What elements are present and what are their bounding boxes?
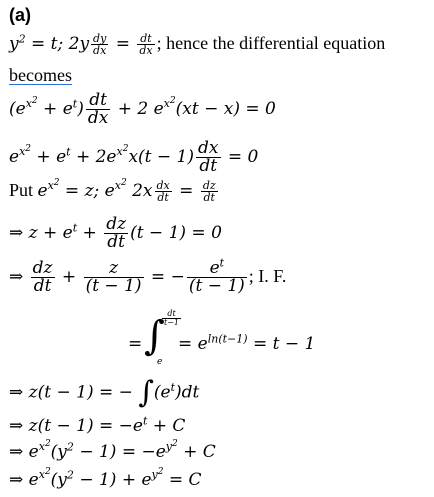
eq-text: + 2e [70,147,117,167]
eq-text: 2x [126,181,153,201]
equation-line-3 [9,92,276,127]
exponent: x [163,97,170,111]
eq-text: (e [9,99,26,119]
equation-line-7 [9,256,287,296]
eq-text: = [173,181,199,201]
exponent: 2 [31,96,38,107]
fraction-dt-dx [137,33,154,56]
eq-text: x(t − 1) [128,147,195,167]
eq-text: (t − 1) = 0 [130,223,222,243]
exponent: ln(t−1) [207,332,248,346]
exponent: 2 [120,178,127,189]
part-label: (a) [9,5,31,25]
eq-text: (y [50,442,67,462]
line-1-tail: ; hence the differential equation [156,33,386,53]
fraction-denominator: (t − 1) [85,276,142,296]
eq-text: + C [147,416,186,436]
exponent: 2 [25,144,32,155]
fraction-denominator: dt [107,232,125,252]
exponent: x [114,179,121,193]
exponent: x [47,179,54,193]
fraction-dz-dt [31,260,55,295]
exponent: t [72,221,78,235]
exponent: y [165,440,172,454]
fraction-dz-dt [104,216,128,251]
implies-arrow: ⇒ [9,223,24,243]
equation-line-11 [9,439,216,462]
fraction-denominator: dt [157,191,169,204]
exponent: 2 [122,144,129,155]
implies-arrow: ⇒ [9,382,24,403]
fraction-numerator: dt [162,310,181,319]
exponent: t [170,380,176,394]
equation-line-12 [9,467,202,490]
integral-sign: ∫ [144,313,165,359]
equation-line-4 [9,140,258,175]
fraction-denominator: dt [203,191,215,204]
equation-line-8 [128,310,348,370]
fraction-numerator: dx [156,179,170,192]
implies-arrow: ⇒ [9,442,24,462]
fraction-dx-dt [155,180,172,203]
eq-text: = z; e [59,181,115,201]
exponent: x [38,468,45,482]
fraction-numerator: dz [106,214,127,234]
integral-lower-limit: e [157,357,163,367]
eq-text: e [209,258,220,278]
exponent: t [219,256,225,270]
eq-text: = C [163,470,202,490]
exponent: 2 [172,439,178,450]
implies-arrow: ⇒ [9,416,24,436]
exponent: x [38,440,45,454]
fraction-dy-dx [91,33,108,56]
equation-line-6 [9,216,222,251]
eq-text: e [23,442,39,462]
exponent: 2 [169,96,176,107]
fraction-numerator: dt [137,33,154,45]
exponent: x [116,145,123,159]
exponent: 2 [157,467,164,478]
exponent: 2 [53,178,60,189]
fraction-numerator: dy [93,32,107,45]
eq-text: + e [31,147,67,167]
fraction-denominator: t−1 [164,318,180,327]
fraction-z-over-t-minus-1 [84,260,144,295]
becomes-word: becomes [9,65,72,85]
eq-text: e [9,147,20,167]
fraction-dt-dx [86,92,110,127]
eq-text: (xt − x) = 0 [175,99,276,119]
exponent: t [142,414,148,428]
eq-text: e [23,470,39,490]
equation-line-10 [9,414,186,436]
eq-text: (e [153,382,171,403]
exponent: 2 [66,440,74,454]
eq-text: z(t − 1) = − [23,382,139,403]
var-y: y [9,34,19,54]
equation-line-9 [9,375,200,410]
equation-line-5 [9,180,220,203]
eq-text: z(t − 1) = −e [23,416,143,436]
eq-text: ) [77,99,84,119]
integral-sign: ∫ [138,375,154,410]
fraction-numerator: dz [32,258,53,278]
eq-text: + 2 e [112,99,164,119]
fraction-denominator: dt [33,276,52,296]
exponent: 2 [66,468,74,482]
fraction-et-over-t-minus-1 [187,256,247,296]
exponent: x [25,97,32,111]
fraction-denominator: (t − 1) [188,276,245,296]
fraction-numerator: z [84,260,144,278]
fraction-denominator: dx [93,44,107,57]
eq-text: (y [50,470,67,490]
fraction-numerator: dx [198,138,219,158]
fraction-numerator: dt [86,92,110,110]
eq-text: + [77,223,103,243]
fraction-denominator: dx [139,44,153,57]
fraction-numerator: dz [202,179,216,192]
eq-text: = − [145,267,185,287]
eq-text: )dt [175,382,200,403]
fraction-dz-dt [201,180,218,203]
fraction-denominator: dt [199,156,218,176]
eq-text: e [37,181,48,201]
fraction-dx-dt [196,140,220,175]
exponent: t [66,145,71,159]
eq8-rhs [178,332,316,354]
eq-text: = [110,34,136,54]
eq-text: = t − 1 [247,334,316,354]
eq-text: − 1) + e [73,470,152,490]
implies-arrow: ⇒ [9,470,24,490]
integral-upper-fraction [162,310,181,327]
eq-text: + [56,267,82,287]
put-text: Put [9,180,38,200]
eq-text: z + e [23,223,73,243]
eq-text: − 1) = −e [73,442,166,462]
exponent: x [19,145,26,159]
eq-text: = t; 2y [25,34,90,54]
integrating-factor-label: ; I. F. [248,266,287,286]
eq-text: + e [37,99,73,119]
eq-text: = 0 [222,147,259,167]
eq-text: + C [177,442,216,462]
equation-line-2 [9,66,72,84]
fraction-denominator: dx [87,108,109,128]
implies-arrow: ⇒ [9,267,24,287]
exponent: y [151,468,158,482]
exponent: t [72,97,78,111]
equation-line-1 [9,33,385,56]
eq-text: = e [178,334,208,354]
exponent: 2 [44,467,51,478]
exponent: 2 [44,439,51,450]
eq-text: = [128,334,143,354]
exponent: 2 [18,32,26,46]
